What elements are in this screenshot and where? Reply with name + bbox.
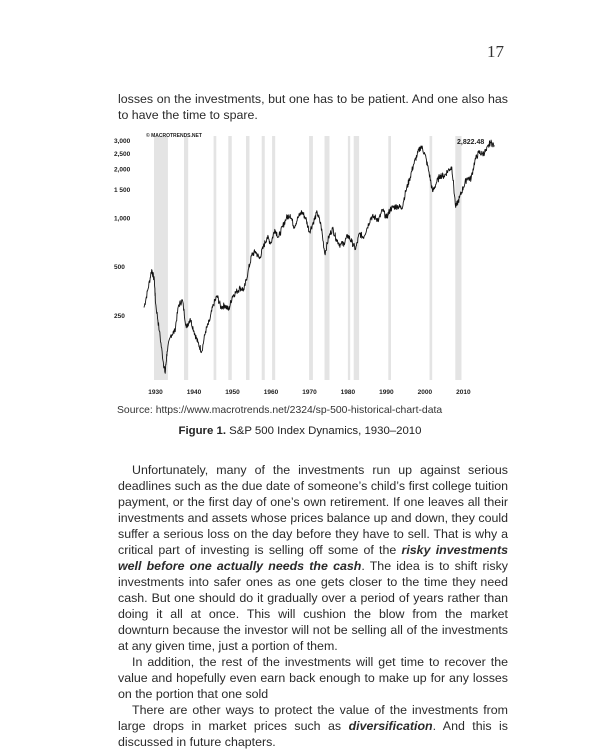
body-paragraph-3: [118, 702, 508, 750]
y-tick-label: 2,000: [114, 166, 131, 174]
x-tick-label: 1990: [379, 389, 394, 396]
figure-caption-text: S&P 500 Index Dynamics, 1930–2010: [226, 425, 422, 437]
y-tick-label: 2,500: [114, 150, 131, 158]
p1-text-a: Unfortunately, many of the investments run up against serious deadlines such as the due date of someone’s child’s first college tuition payment, or the first day of one’s own retirement. If one leaves all their investments and assets whose prices balance up and down, they could suffer a serious loss on the day before they have to sell. That is why a critical part of investing is selling off some of the: [118, 463, 508, 557]
x-tick-label: 1950: [225, 389, 240, 396]
y-tick-label: 1,000: [114, 215, 131, 223]
body-text: [118, 462, 508, 750]
y-tick-label: 3,000: [114, 138, 131, 145]
p1-text-b: . The idea is to shift risky investments into safer ones as one gets closer to the time they need cash. But one should do it gradually over a period of years rather than doing it all at once. This will cushion the blow from the market downturn because the investor will not be selling all of the investments at any given time, just a portion of them.: [118, 559, 508, 653]
p1-emphasis: risky investments well before one actually needs the cash: [118, 543, 509, 573]
y-tick-label: 1 500: [114, 186, 131, 194]
intro-paragraph: losses on the investments, but one has to be patient. And one also has to have the time to spare.: [118, 92, 508, 122]
recession-band: [184, 136, 188, 380]
chart-watermark: © MACROTRENDS.NET: [146, 133, 202, 139]
sp500-chart: [114, 132, 506, 400]
chart-annotation-value: 2,822.48: [457, 139, 485, 146]
recession-band: [272, 136, 275, 380]
x-tick-label: 2010: [456, 389, 471, 396]
recession-band: [354, 136, 359, 380]
chart-svg: [114, 132, 506, 400]
page-number: 17: [487, 42, 504, 61]
figure-caption-label: Figure 1.: [178, 425, 226, 437]
x-tick-label: 1930: [148, 389, 163, 396]
figure-caption: [0, 425, 600, 437]
recession-band: [455, 136, 461, 380]
p3-text-b: . And this is discussed in future chapters.: [118, 719, 508, 749]
y-tick-label: 500: [114, 264, 125, 272]
x-tick-label: 1940: [186, 389, 202, 396]
x-tick-label: 1980: [340, 389, 356, 396]
recession-band: [228, 136, 232, 380]
recession-band: [309, 136, 313, 380]
x-tick-label: 1970: [302, 389, 317, 396]
recession-band: [348, 136, 350, 380]
recession-band: [214, 136, 217, 380]
body-paragraph-2: In addition, the rest of the investments will get time to recover the value and hopefully even earn back enough to make up for any losses on the portion that one sold: [118, 655, 508, 701]
sp500-series-line: [144, 140, 494, 373]
recession-band: [262, 136, 265, 380]
body-paragraph-1: [118, 462, 508, 654]
x-tick-label: 2000: [417, 389, 433, 396]
recession-band: [246, 136, 250, 380]
x-tick-label: 1960: [263, 389, 279, 396]
figure-source: Source: https://www.macrotrends.net/2324/sp-500-historical-chart-data: [117, 405, 443, 416]
y-tick-label: 250: [114, 313, 125, 320]
recession-band: [430, 136, 433, 380]
p3-emphasis: diversification: [348, 719, 433, 733]
recession-band: [325, 136, 330, 380]
p3-text-a: There are other ways to protect the value of the investments from large drops in market prices such as: [118, 703, 508, 733]
recession-band: [388, 136, 391, 380]
